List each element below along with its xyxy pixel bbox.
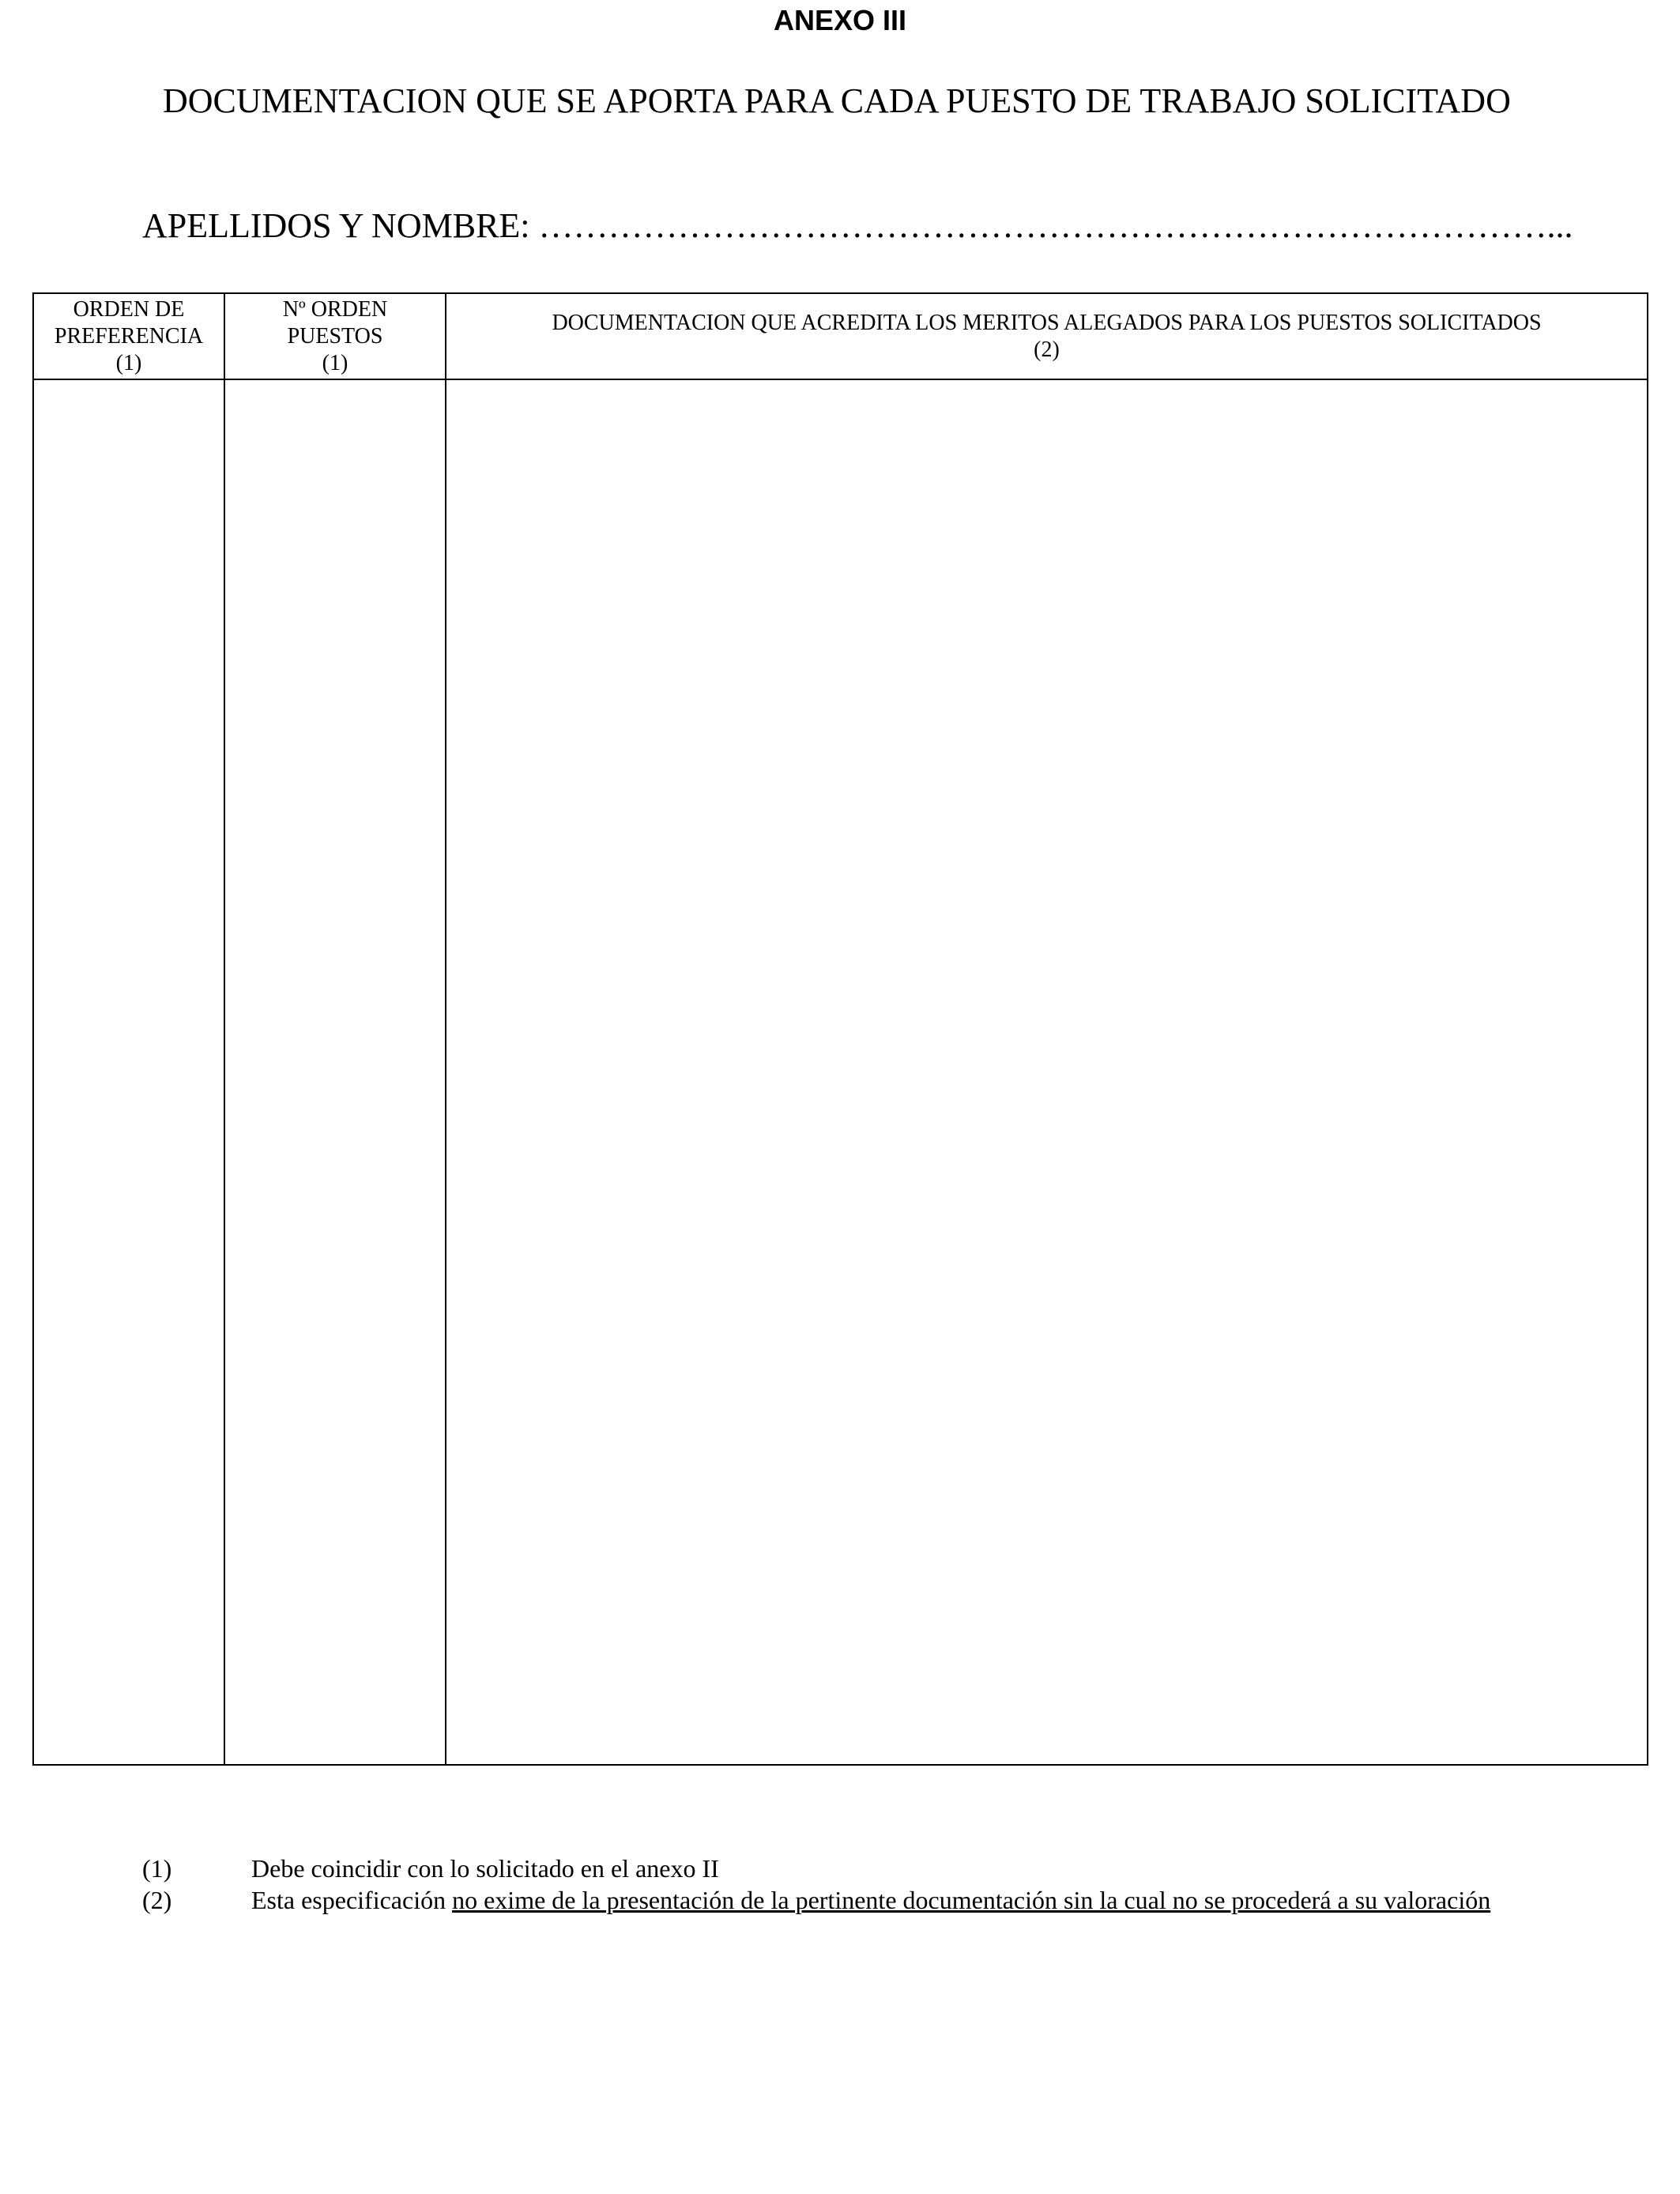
footnote-marker: (2) <box>142 1886 172 1914</box>
name-field-label: APELLIDOS Y NOMBRE: <box>142 206 530 245</box>
name-field-dots: ……………………………………………………………………………... <box>538 206 1573 245</box>
column-header-preference-order <box>33 293 224 379</box>
column-header-line: Nº ORDEN <box>282 296 388 322</box>
table-header-row <box>33 293 1648 379</box>
documentation-cell[interactable] <box>446 379 1648 1765</box>
column-header-line: DOCUMENTACION QUE ACREDITA LOS MERITOS ALEGADOS PARA LOS PUESTOS SOLICITADOS <box>552 310 1542 335</box>
name-field[interactable] <box>142 204 1573 248</box>
column-header-position-number <box>224 293 446 379</box>
position-number-cell[interactable] <box>224 379 446 1765</box>
footnote-2 <box>142 1884 1490 1916</box>
footnote-1 <box>142 1853 1490 1884</box>
column-header-line: ORDEN DE <box>73 296 185 322</box>
merits-table <box>32 292 1648 1766</box>
footnote-text-underlined: no exime de la presentación de la pertinente documentación sin la cual no se procederá a su valoración <box>452 1886 1491 1914</box>
footnote-text: Esta especificación <box>251 1886 453 1914</box>
footnote-marker: (1) <box>142 1854 172 1883</box>
annex-title: ANEXO III <box>773 4 907 36</box>
column-header-note: (2) <box>1034 337 1060 362</box>
column-header-note: (1) <box>115 350 142 375</box>
column-header-line: PUESTOS <box>287 323 383 349</box>
column-header-note: (1) <box>322 350 348 375</box>
column-header-line: PREFERENCIA <box>54 323 204 349</box>
preference-order-cell[interactable] <box>33 379 224 1765</box>
table-row <box>33 379 1648 1765</box>
footnote-text: Debe coincidir con lo solicitado en el anexo II <box>251 1854 719 1883</box>
column-header-documentation <box>446 293 1648 379</box>
footnotes <box>142 1853 1490 1916</box>
document-heading: DOCUMENTACION QUE SE APORTA PARA CADA PUESTO DE TRABAJO SOLICITADO <box>163 81 1511 120</box>
